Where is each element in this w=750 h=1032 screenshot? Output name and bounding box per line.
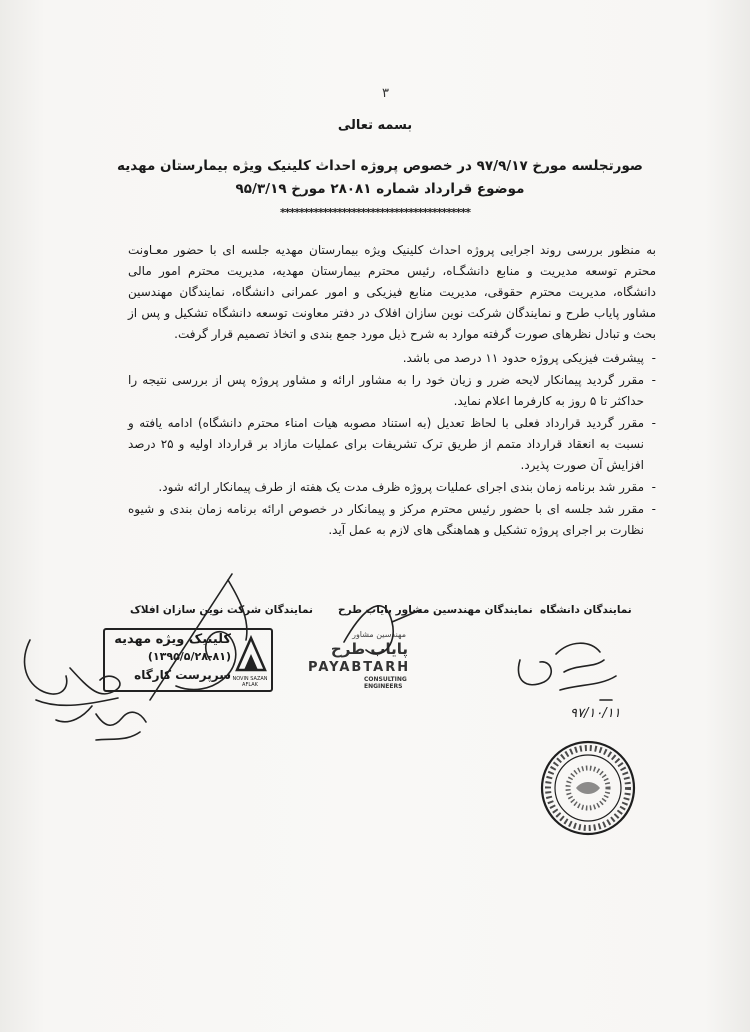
contractor-signature-label: نمایندگان شرکت نوین سازان افلاک (130, 604, 313, 616)
page-top-mark: ۳ (382, 86, 389, 101)
decision-item: - پیشرفت فیزیکی پروژه حدود ۱۱ درصد می باشد. (128, 348, 656, 369)
consult-small-text: مهندسین مشاور (352, 630, 406, 639)
consult-subtitle-en: CONSULTING ENGINEERS (364, 676, 407, 690)
contract-subject: موضوع قرارداد شماره ۲۸۰۸۱ مورخ ۹۵/۳/۱۹ (235, 181, 525, 197)
university-signature-scribble (518, 643, 616, 700)
stamp-name: کلینیک ویژه مهدیه (114, 632, 231, 647)
decision-item: - مقرر گردید قرارداد فعلی با لحاظ تعدیل (به استناد مصوبه هیات امناء محترم دانشگاه) ادامه یافته و نسبت به انعقاد قرارداد متمم از طریق ترک تشریفات برای عملیات مازاد بر قرارداد اولیه و ۲۵ درصد افزایش آن صورت پذیرد. (128, 413, 656, 476)
university-signature-date: ۹۷/۱۰/۱۱ (570, 706, 621, 721)
consult-name-fa: پایاب طرح (330, 640, 408, 658)
university-signature-label: نمایندگان دانشگاه (540, 604, 632, 616)
decision-item: - مقرر شد جلسه ای با حضور رئیس محترم مرکز و پیمانکار در خصوص ارائه برنامه زمان بندی و شیوه نظارت بر اجرای پروژه تشکیل و هماهنگی های لازم به عمل آید. (128, 499, 656, 541)
contractor-signature-scribble (25, 574, 247, 740)
invocation-heading: بسمه تعالی (337, 118, 413, 133)
stamp-logo-caption: NOVIN SAZAN AFLAK (232, 676, 268, 688)
intro-paragraph: به منظور بررسی روند اجرایی پروژه احداث کلینیک ویژه بیمارستان مهدیه جلسه ای با حضور معـاونت محترم توسعه مدیریت و منابع دانشگـاه، رئیس محترم بیمارستان مهدیه، مدیریت محترم امور مالی دانشگاه، مدیریت محترم حقوقی، مدیریت منابع فیزیکی و امور عمرانی دانشگاه، نمایندگان مهندسین مشاور پایاب طرح و نمایندگان شرکت نوین سازان افلاک در دفتر معاونت توسعه دانشگاه تشکیل و پس از بحث و تبادل نظرهای صورت گرفته موارد به شرح ذیل مورد جمع بندی و اتخاذ تصمیم قرار گرفت. (128, 243, 656, 341)
stamp-role: سرپرست کارگاه (134, 668, 231, 682)
separator-line: **************************************** (279, 206, 471, 219)
decision-item: - مقرر گردید پیمانکار لایحه ضرر و زیان خود را به مشاور ارائه و مشاور پروژه پس از بررسی نتیجه را حداکثر تا ۵ روز به کارفرما اعلام نماید. (128, 370, 656, 412)
decision-item: - مقرر شد برنامه زمان بندی اجرای عملیات پروژه ظرف مدت یک هفته از طرف پیمانکار ارائه شود. (128, 477, 656, 498)
consultant-signature-label: نمایندگان مهندسین مشاور پایاب طرح (338, 604, 533, 616)
minutes-title: صورتجلسه مورخ ۹۷/۹/۱۷ در خصوص پروژه احداث کلینیک ویژه بیمارستان مهدیه (117, 158, 643, 174)
consult-name-en: PAYABTARH (308, 660, 411, 675)
stamp-registration: (۱۳۹۵/۵/۲۸-۸۱) (147, 650, 231, 663)
university-round-seal (538, 738, 638, 838)
consultant-signature-scribble (344, 606, 420, 654)
